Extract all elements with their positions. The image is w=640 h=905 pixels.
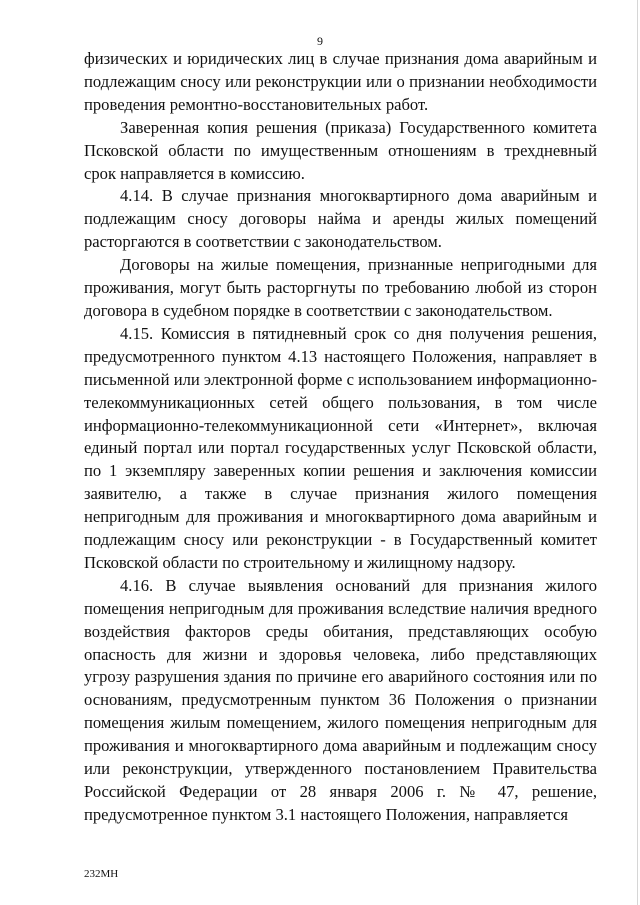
paragraph-4-14: 4.14. В случае признания многоквартирного дома аварийным и подлежащим сносу договоры найма и аренды жилых помещений расторгаются в соответствии с законодательством. (84, 186, 597, 252)
paragraph-4-16: 4.16. В случае выявления оснований для признания жилого помещения непригодным для проживания вследствие наличия вредного воздействия факторов среды обитания, представляющих особую опасность для жизни и здоровья человека, либо представляющих угрозу разрушения здания по причине его аварийного состояния или по основаниям, предусмотренным пунктом 36 Положения о признании помещения жилым помещением, жилого помещения непригодным для проживания и многоквартирного дома аварийным и подлежащим сносу или реконструкции, утвержденного постановлением Правительства Российской Федерации от 28 января 2006 г. № 47, решение, предусмотренное пунктом 3.1 настоящего Положения, направляется (84, 575, 597, 824)
page-edge-line (637, 0, 638, 905)
paragraph-certified-copy: Заверенная копия решения (приказа) Государственного комитета Псковской области по имущественным отношениям в трехдневный срок направляется в комиссию. (84, 117, 597, 183)
footer-document-code: 232МН (84, 868, 119, 880)
paragraph-continuation: физических и юридических лиц в случае признания дома аварийным и подлежащим сносу или реконструкции или о признании необходимости проведения ремонтно-восстановительных работ. (84, 49, 597, 114)
paragraph-contracts: Договоры на жилые помещения, признанные непригодными для проживания, могут быть расторгнуты по требованию любой из сторон договора в судебном порядке в соответствии с законодательством. (84, 255, 597, 320)
paragraph-4-15: 4.15. Комиссия в пятидневный срок со дня получения решения, предусмотренного пунктом 4.13 настоящего Положения, направляет в письменной или электронной форме с использованием информационно-телекоммуникационных сетей общего пользования, в том числе информационно-телекоммуникационной сети «Интернет», включая единый портал или портал государственных услуг Псковской области, по 1 экземпляру заверенных копии решения и заключения комиссии заявителю, а также в случае признания жилого помещения непригодным для проживания и многоквартирного дома аварийным и подлежащим сносу или реконструкции - в Государственный комитет Псковской области по строительному и жилищному надзору. (84, 323, 597, 572)
page-number: 9 (317, 34, 323, 48)
document-body (84, 48, 597, 827)
